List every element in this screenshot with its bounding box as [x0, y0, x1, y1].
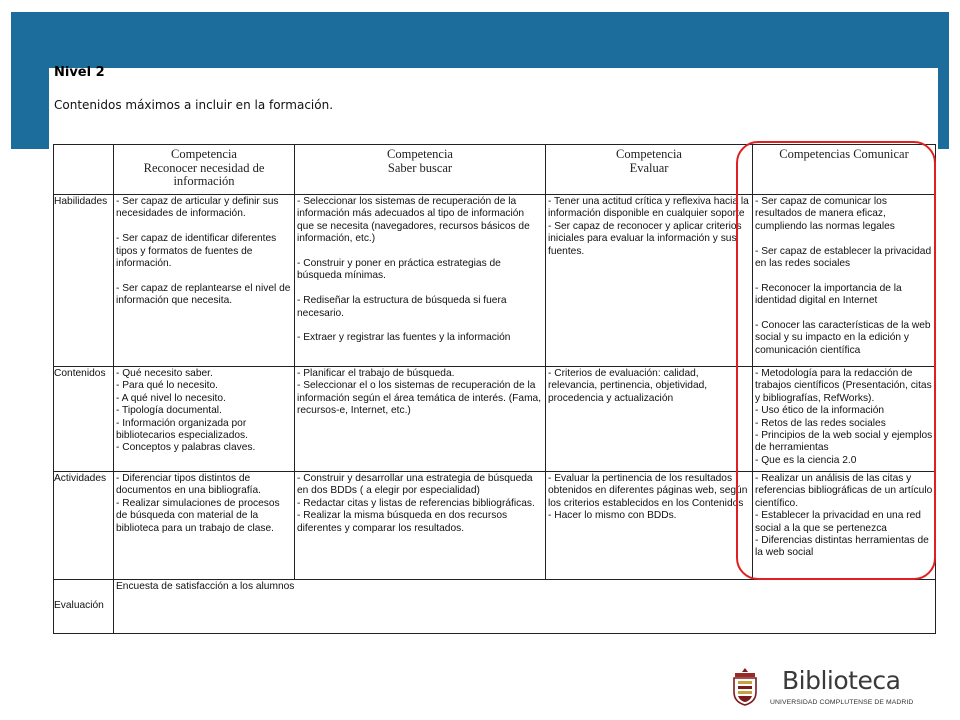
logo-subtitle: UNIVERSIDAD COMPLUTENSE DE MADRID	[770, 699, 914, 706]
corner-cell	[54, 145, 114, 195]
university-crest-icon	[726, 666, 764, 706]
library-logo	[724, 666, 914, 712]
logo-name: Biblioteca	[782, 666, 901, 695]
row-label: Contenidos	[54, 367, 114, 472]
competencies-table	[53, 144, 936, 634]
table-cell: - Metodología para la redacción de trabajos científicos (Presentación, citas y bibliografías, RefWorks). - Uso ético de la información - Retos de las redes sociales - Principios de la web social y ejemplos de herramientas - Que es la ciencia 2.0	[753, 367, 936, 472]
intro-text: Contenidos máximos a incluir en la formación.	[54, 98, 334, 112]
level-title: Nivel 2	[54, 65, 105, 80]
table-row	[54, 580, 936, 634]
column-header: Competencias Comunicar	[753, 145, 936, 195]
table-cell: Encuesta de satisfacción a los alumnos	[114, 580, 936, 634]
table-cell: - Seleccionar los sistemas de recuperación de la información más adecuados al tipo de información que se necesita (navegadores, recursos básicos de información, etc.) - Construir y poner en práctica estrategias de búsqueda mínimas. - Rediseñar la estructura de búsqueda si fuera necesario. - Extraer y registrar las fuentes y la información	[295, 195, 546, 367]
table-cell: - Diferenciar tipos distintos de documentos en una bibliografía. - Realizar simulaciones de procesos de búsqueda con material de la biblioteca para un trabajo de clase.	[114, 472, 295, 580]
table-cell: - Qué necesito saber. - Para qué lo necesito. - A qué nivel lo necesito. - Tipología documental. - Información organizada por bibliotecarios especializados. - Conceptos y palabras claves.	[114, 367, 295, 472]
table-cell: - Realizar un análisis de las citas y referencias bibliográficas de un artículo científico. - Establecer la privacidad en una red social a la que se pertenezca - Diferencias distintas herramientas de la web social	[753, 472, 936, 580]
table-cell: - Planificar el trabajo de búsqueda. - Seleccionar el o los sistemas de recuperación de la información según el área temática de interés. (Fama, recursos-e, Internet, etc.)	[295, 367, 546, 472]
table-cell: - Construir y desarrollar una estrategia de búsqueda en dos BDDs ( a elegir por especialidad) - Redactar citas y listas de referencias bibliográficas. - Realizar la misma búsqueda en dos recursos diferentes y comparar los resultados.	[295, 472, 546, 580]
table-cell: - Ser capaz de articular y definir sus necesidades de información. - Ser capaz de identificar diferentes tipos y formatos de fuentes de información. - Ser capaz de replantearse el nivel de información que necesita.	[114, 195, 295, 367]
column-header: Competencia Evaluar	[546, 145, 753, 195]
column-header: Competencia Saber buscar	[295, 145, 546, 195]
row-label: Evaluación	[54, 580, 114, 634]
row-label: Habilidades	[54, 195, 114, 367]
table-row	[54, 472, 936, 580]
table-cell: - Criterios de evaluación: calidad, relevancia, pertinencia, objetividad, procedencia y actualización	[546, 367, 753, 472]
table-row	[54, 195, 936, 367]
table-header-row	[54, 145, 936, 195]
table-cell: - Evaluar la pertinencia de los resultados obtenidos en diferentes páginas web, según los criterios establecidos en los Contenidos - Hacer lo mismo con BDDs.	[546, 472, 753, 580]
column-header: Competencia Reconocer necesidad de información	[114, 145, 295, 195]
document-page	[49, 65, 938, 638]
table-cell: - Ser capaz de comunicar los resultados de manera eficaz, cumpliendo las normas legales - Ser capaz de establecer la privacidad en las redes sociales - Reconocer la importancia de la identidad digital en Internet - Conocer las características de la web social y su impacto en la edición y comunicación científica	[753, 195, 936, 367]
row-label: Actividades	[54, 472, 114, 580]
table-cell: - Tener una actitud crítica y reflexiva hacia la información disponible en cualquier soporte - Ser capaz de reconocer y aplicar criterios iniciales para evaluar la información y sus fuentes.	[546, 195, 753, 367]
table-row	[54, 367, 936, 472]
